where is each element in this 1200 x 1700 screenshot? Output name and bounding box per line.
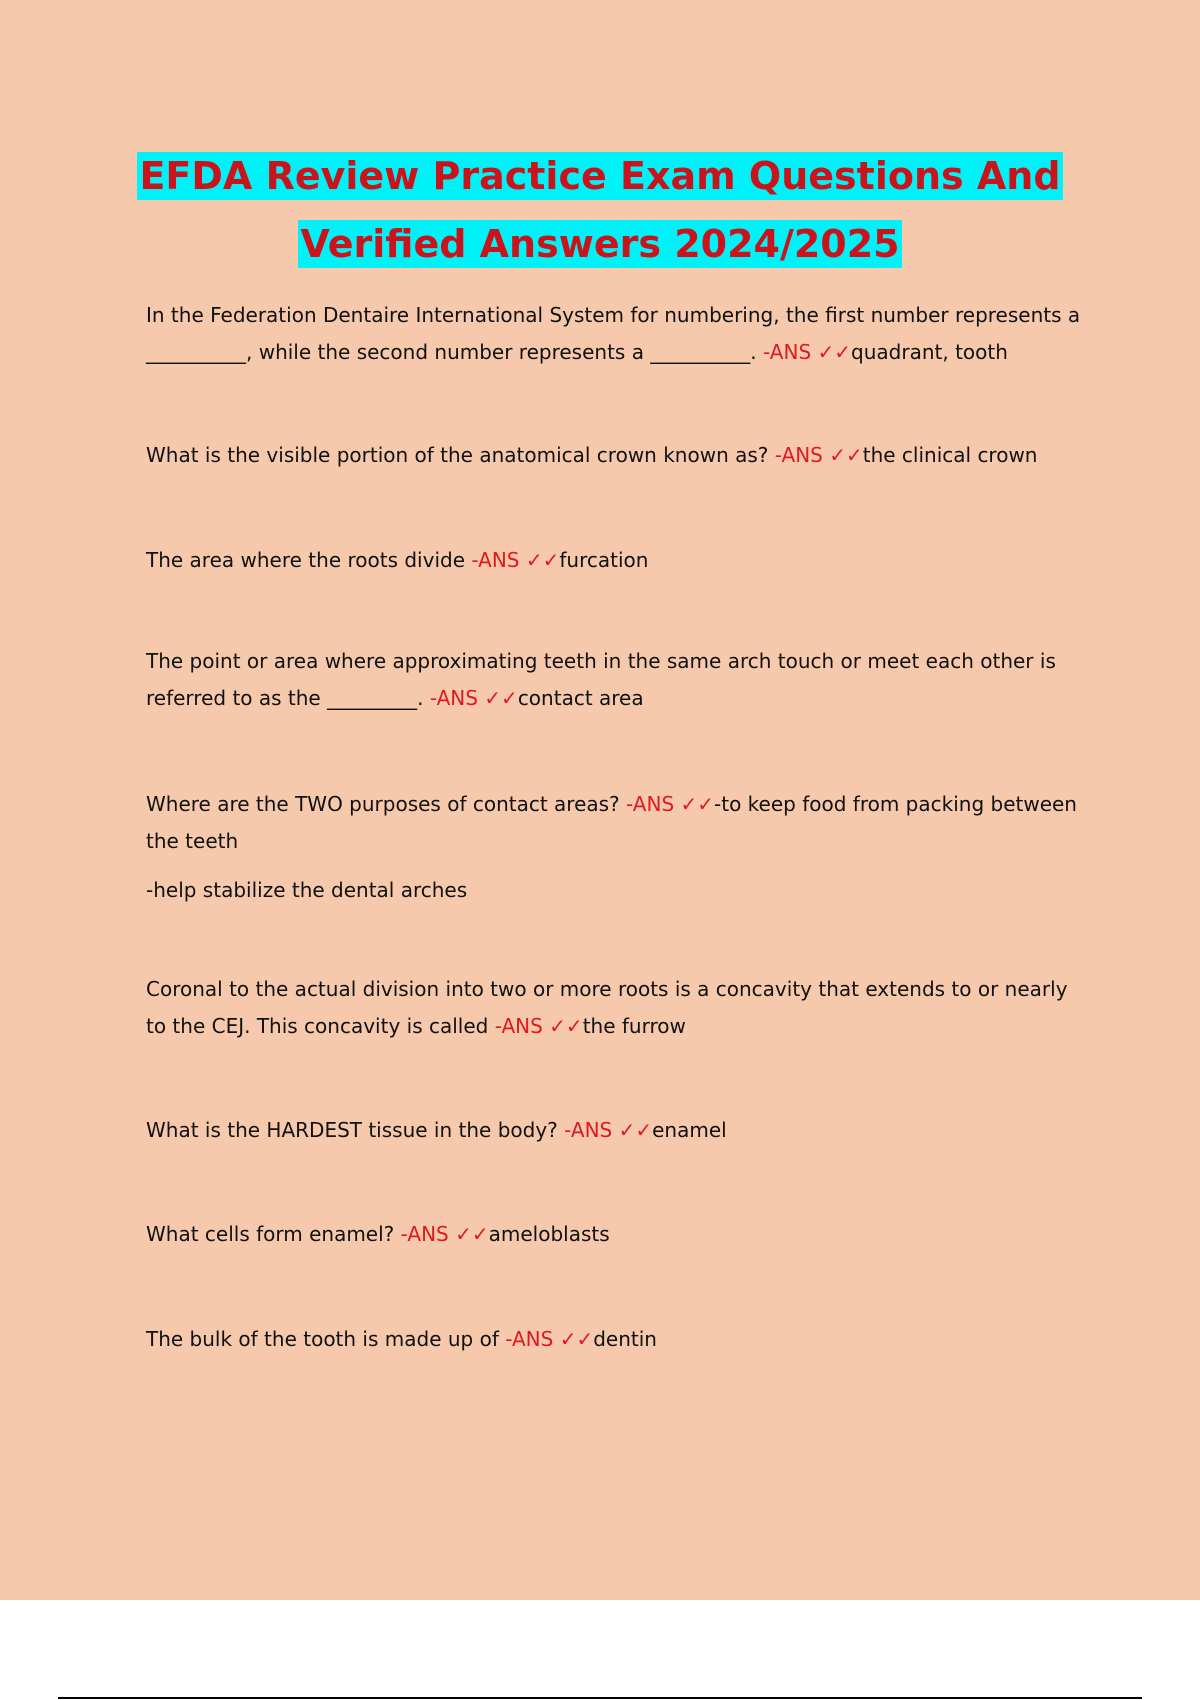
- answer-marker: -ANS ✓✓: [400, 1222, 489, 1246]
- qa-item: [146, 643, 1086, 717]
- question-text: Where are the TWO purposes of contact areas?: [146, 792, 627, 816]
- question-text: What cells form enamel?: [146, 1222, 401, 1246]
- qa-item: [146, 1321, 1086, 1358]
- answer-text: furcation: [559, 548, 649, 572]
- answer-text: enamel: [652, 1118, 727, 1142]
- answer-marker: -ANS ✓✓: [763, 340, 852, 364]
- question-text: What is the HARDEST tissue in the body?: [146, 1118, 565, 1142]
- answer-marker: -ANS ✓✓: [494, 1014, 583, 1038]
- title-line-1: EFDA Review Practice Exam Questions And: [139, 154, 1061, 198]
- answer-marker: -ANS ✓✓: [774, 443, 863, 467]
- qa-item: [146, 1112, 1086, 1149]
- question-text: Coronal to the actual division into two or more roots is a concavity that extends to or nearly to the CEJ. This concavity is called: [146, 977, 1068, 1038]
- title-line-2: Verified Answers 2024/2025: [300, 222, 900, 266]
- qa-item: [146, 786, 1086, 909]
- qa-item: [146, 437, 1086, 474]
- question-text: What is the visible portion of the anatomical crown known as?: [146, 443, 775, 467]
- footer-rule: [58, 1697, 1142, 1699]
- qa-item: [146, 1216, 1086, 1253]
- answer-text: -to keep food from packing between the teeth: [146, 792, 1077, 853]
- answer-marker: -ANS ✓✓: [626, 792, 715, 816]
- answer-text: quadrant, tooth: [851, 340, 1008, 364]
- answer-marker: -ANS ✓✓: [471, 548, 560, 572]
- answer-text: the furrow: [582, 1014, 686, 1038]
- qa-item: [146, 971, 1086, 1045]
- answer-text: contact area: [517, 686, 644, 710]
- answer-marker: -ANS ✓✓: [429, 686, 518, 710]
- question-text: In the Federation Dentaire International System for numbering, the first number represents a __________, while the second number represents a __________.: [146, 303, 1081, 364]
- document-title: [0, 142, 1200, 278]
- answer-text: the clinical crown: [862, 443, 1038, 467]
- answer-extra-line: -help stabilize the dental arches: [146, 878, 468, 902]
- answer-text: ameloblasts: [488, 1222, 610, 1246]
- question-text: The point or area where approximating teeth in the same arch touch or meet each other is referred to as the _________.: [146, 649, 1056, 710]
- answer-marker: -ANS ✓✓: [505, 1327, 594, 1351]
- question-text: The area where the roots divide: [146, 548, 472, 572]
- question-text: The bulk of the tooth is made up of: [146, 1327, 506, 1351]
- answer-marker: -ANS ✓✓: [564, 1118, 653, 1142]
- qa-item: [146, 297, 1086, 371]
- qa-item: [146, 542, 1086, 579]
- answer-text: dentin: [593, 1327, 657, 1351]
